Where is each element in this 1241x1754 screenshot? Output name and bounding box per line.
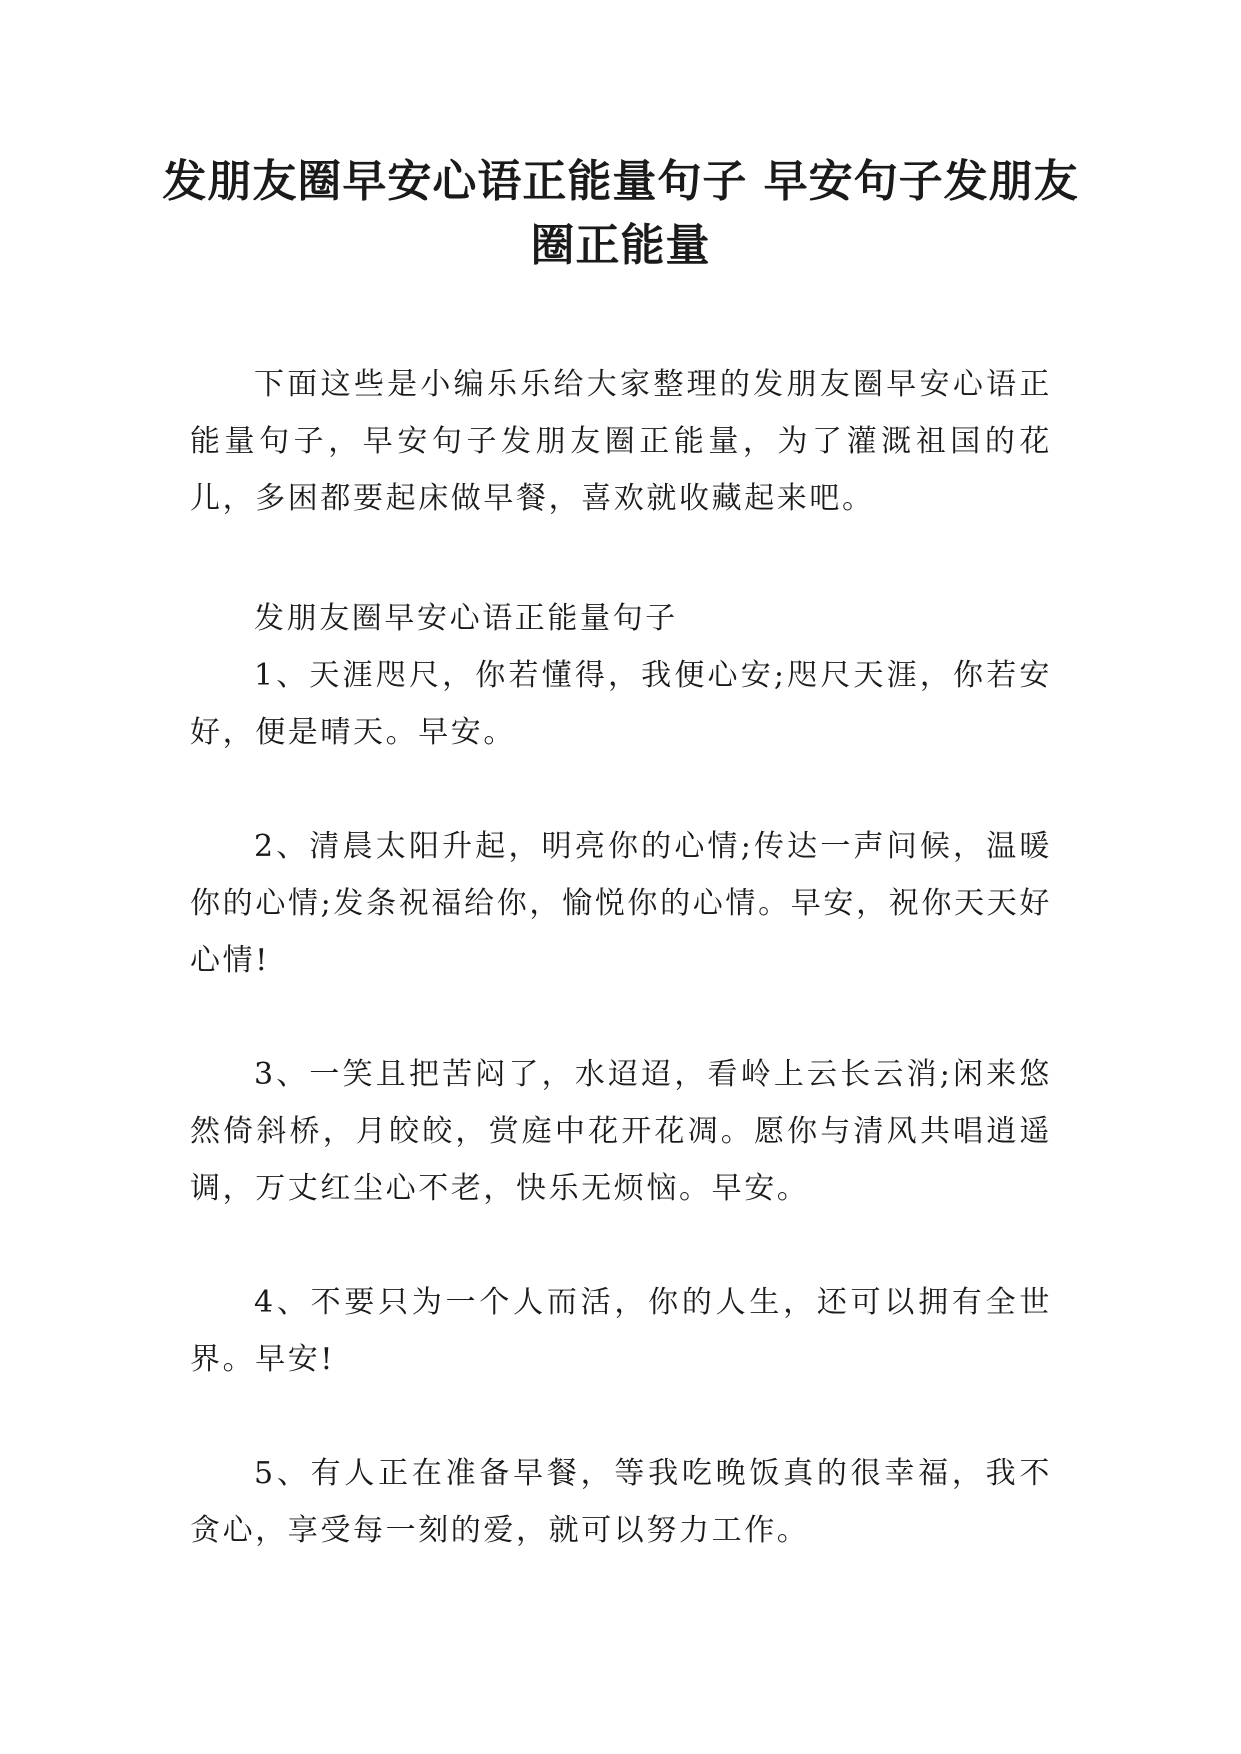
list-item-4: 4、不要只为一个人而活，你的人生，还可以拥有全世界。早安! <box>190 1285 1052 1377</box>
intro-paragraph: 下面这些是小编乐乐给大家整理的发朋友圈早安心语正能量句子，早安句子发朋友圈正能量，为了灌溉祖国的花儿，多困都要起床做早餐，喜欢就收藏起来吧。 <box>190 367 1052 516</box>
list-item-3: 3、一笑且把苦闷了，水迢迢，看岭上云长云消;闲来悠然倚斜桥，月皎皎，赏庭中花开花凋。愿你与清风共唱逍遥调，万丈红尘心不老，快乐无烦恼。早安。 <box>190 1057 1052 1206</box>
document-title: 发朋友圈早安心语正能量句子 早安句子发朋友圈正能量 <box>162 156 1079 271</box>
list-item-1: 1、天涯咫尺，你若懂得，我便心安;咫尺天涯，你若安好，便是晴天。早安。 <box>190 658 1052 750</box>
list-item-5: 5、有人正在准备早餐，等我吃晚饭真的很幸福，我不贪心，享受每一刻的爱，就可以努力工作。 <box>190 1456 1052 1548</box>
section-heading: 发朋友圈早安心语正能量句子 <box>254 601 678 636</box>
list-item-2: 2、清晨太阳升起，明亮你的心情;传达一声问候，温暖你的心情;发条祝福给你，愉悦你的心情。早安，祝你天天好心情! <box>190 829 1052 978</box>
